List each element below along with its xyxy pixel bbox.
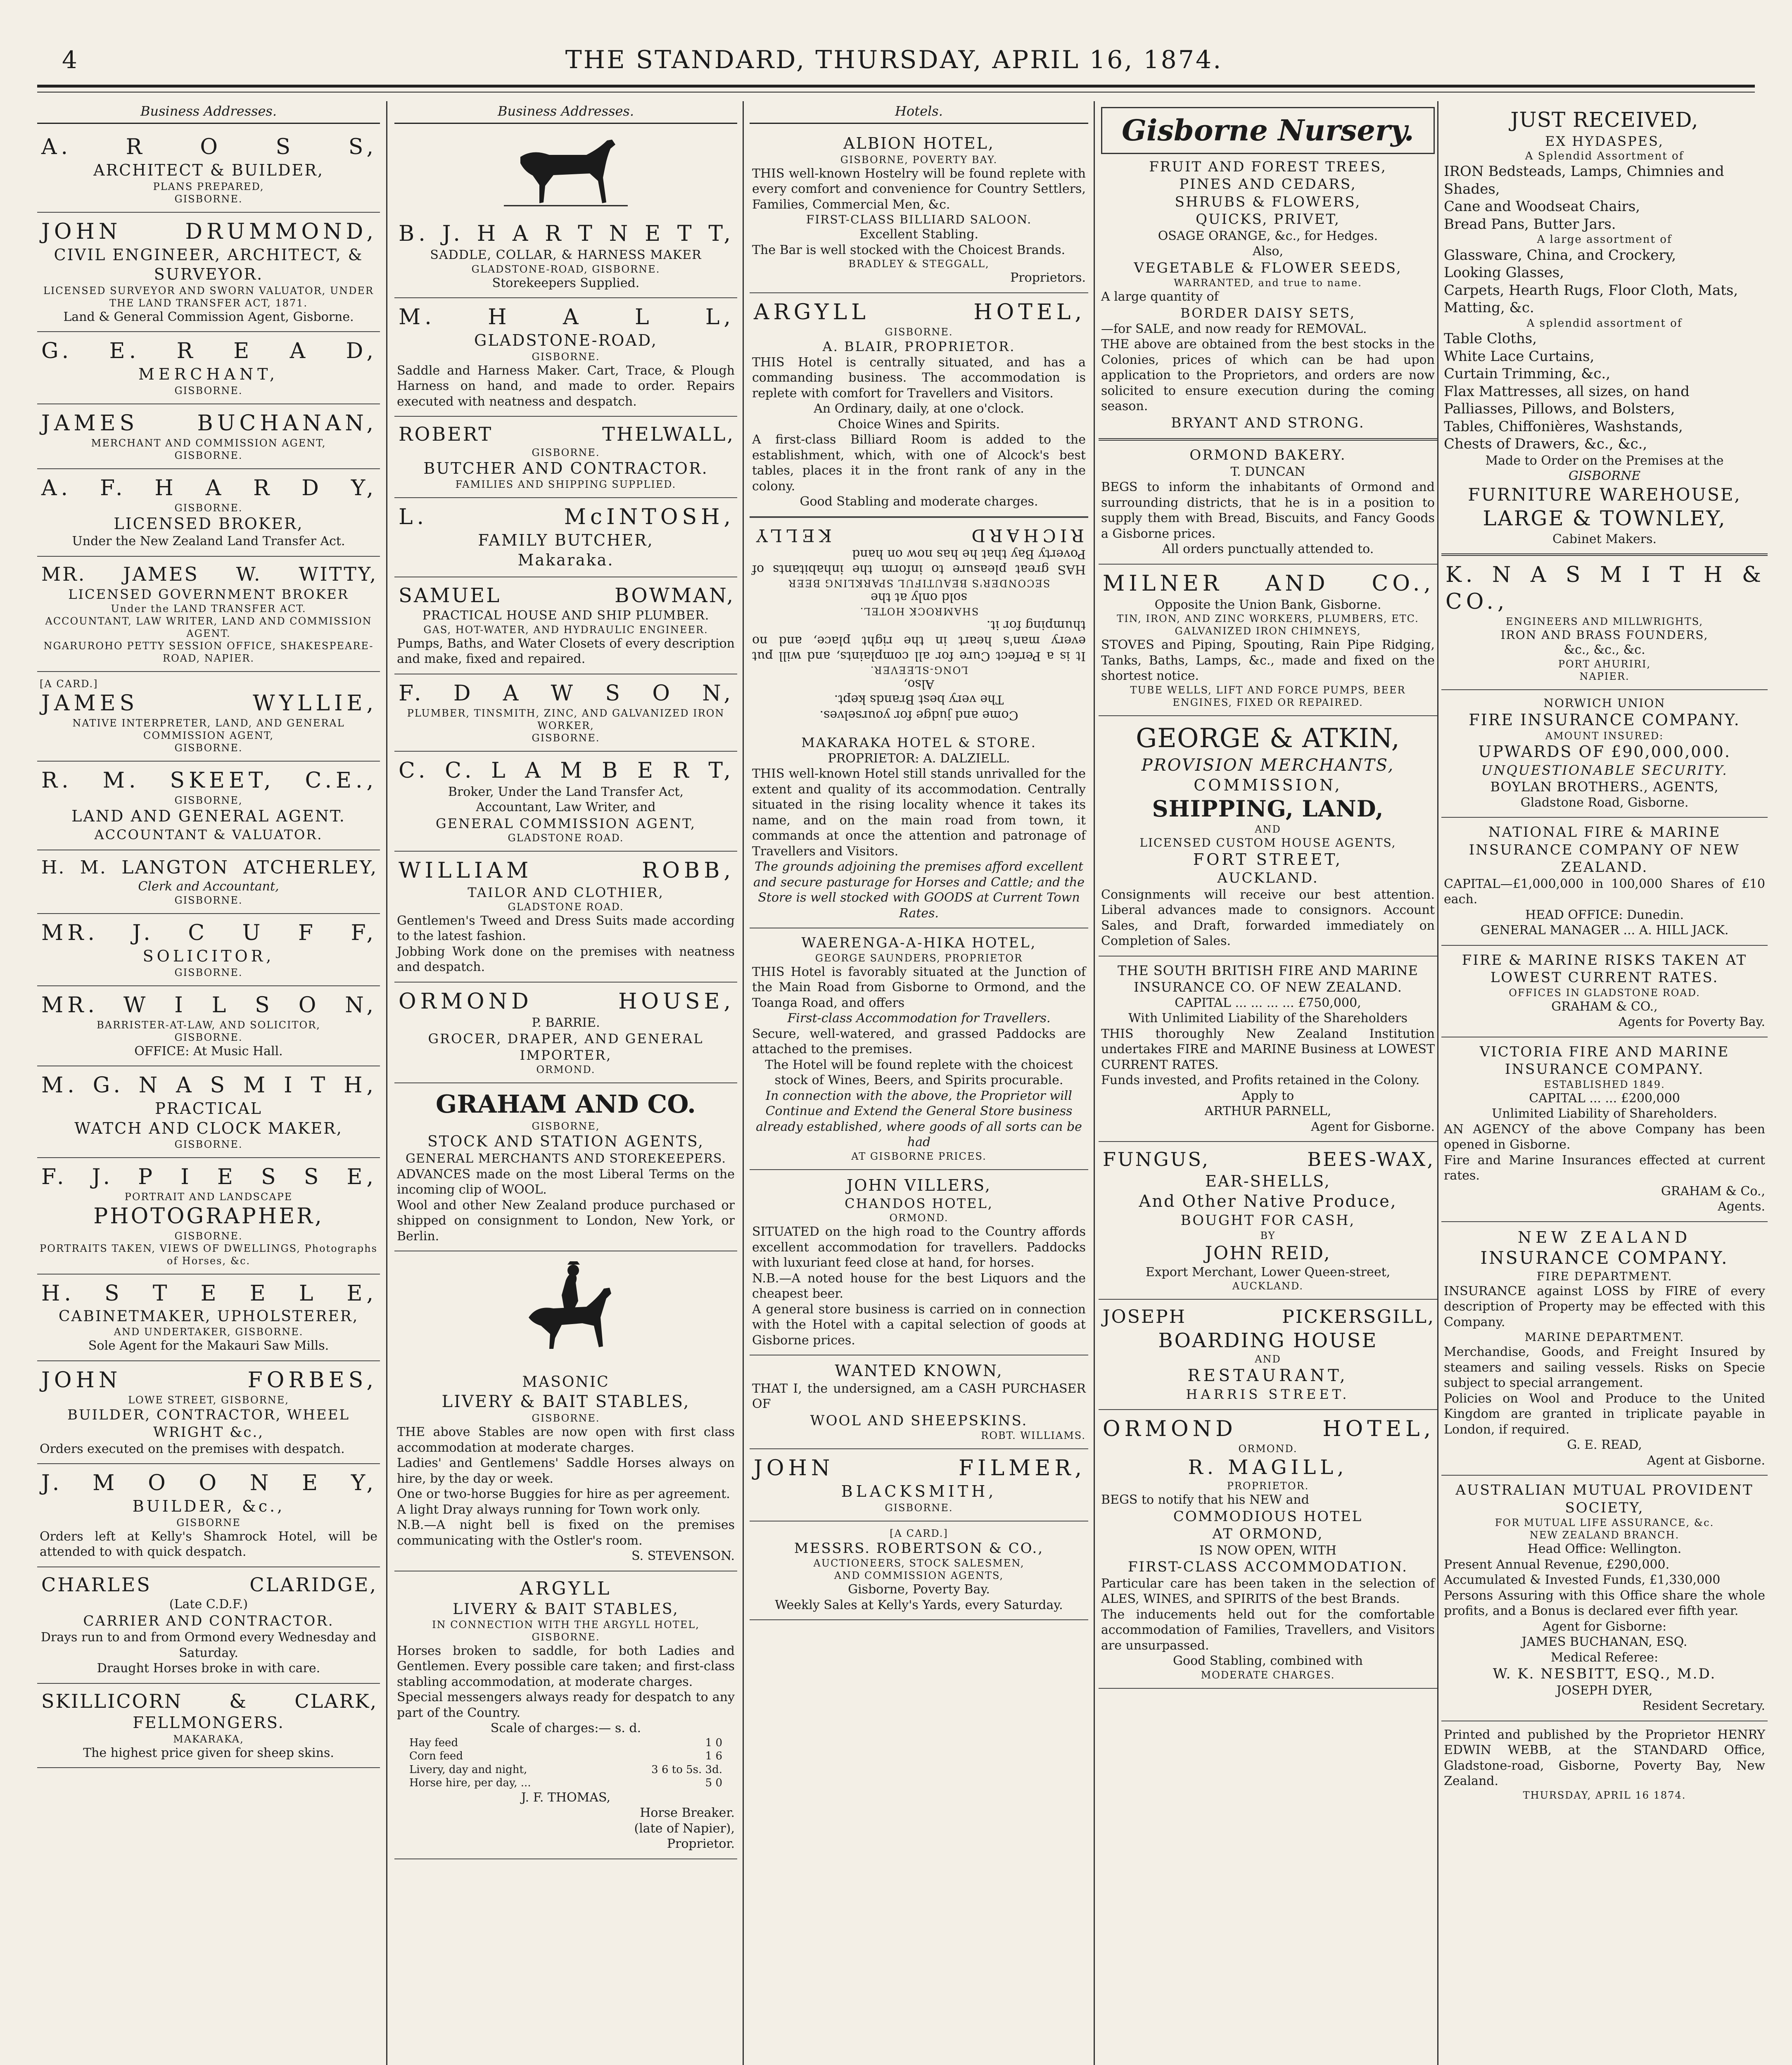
column-business-addresses-1 [37, 101, 380, 2065]
column-insurance [1441, 101, 1768, 2065]
scale-of-charges [397, 1736, 735, 1790]
ad-ormond-house: ORMOND HOUSE, P. BARRIE. GROCER, DRAPER, AND GENERAL IMPORTER, ORMOND. [394, 983, 737, 1084]
ad-masonic-stables: MASONIC LIVERY & BAIT STABLES, GISBORNE. THE above Stables are now open with first class accommodation at moderate charges. Ladies' and Gentlemens' Saddle Horses always on hire, by the day or week. One or two-horse Buggies for hire as per agreement. A light Dray always running for Town work only. N.B.—A night bell is fixed on the premises communicating with the Ostler's room. S. STEVENSON. [394, 1367, 737, 1571]
column-divider [1094, 101, 1095, 2065]
section-heading: Business Addresses. [37, 101, 380, 124]
ad-pickersgill: JOSEPH PICKERSGILL, BOARDING HOUSE AND RESTAURANT, HARRIS STREET. [1099, 1300, 1437, 1410]
ad-george-atkin: GEORGE & ATKIN, PROVISION MERCHANTS, COMMISSION, SHIPPING, LAND, AND LICENSED CUSTOM HOUSE AGENTS, FORT STREET, AUCKLAND. Consignments will receive our best attention. Liberal advances made to consignors. Account Sales, and Draft, forwarded immediately on Completion of Sales. [1099, 716, 1437, 957]
page-number: 4 [62, 46, 79, 74]
horse-icon [394, 128, 737, 215]
ad-graham-and-co: GRAHAM AND CO. GISBORNE, STOCK AND STATION AGENTS, GENERAL MERCHANTS AND STOREKEEPERS. ADVANCES made on the most Liberal Terms on the incoming clip of WOOL. Wool and other New Zealand produce purchased or shipped on consignment to London, New York, or Berlin. [394, 1083, 737, 1251]
column-hotels [750, 101, 1088, 2065]
ad-fire-marine-risks: FIRE & MARINE RISKS TAKEN AT LOWEST CURRENT RATES. OFFICES IN GLADSTONE ROAD. GRAHAM & CO., Agents for Poverty Bay. [1441, 946, 1768, 1037]
charge-row: Livery, day and night, 3 6 to 5s. 3d. [409, 1763, 722, 1776]
section-heading: Business Addresses. [394, 101, 737, 124]
ad-shamrock-hotel-inverted: Come and judge for yourselves. The very best Brands kept. Also, LONG-SLEEVER. It is a Perfect Cure for all complaints, and will put every man's heart in the right place, and no thumping for it. SHAMROCK HOTEL. sold only at the SECONDER'S BEAUTIFUL SPARKLING BEER HAS great pleasure to inform the inhabitants of Poverty Bay that he has now on hand RICHARD KELLY [750, 517, 1088, 729]
ad-nasmith-engineers: K. N A S M I T H & CO., ENGINEERS AND MILLWRIGHTS, IRON AND BRASS FOUNDERS, &c., &c., &c. PORT AHURIRI, NAPIER. [1441, 556, 1768, 690]
ad-makaraka-hotel: MAKARAKA HOTEL & STORE. PROPRIETOR: A. DALZIELL. THIS well-known Hotel still stands unrivalled for the extent and quality of its accommodation. Centrally situated in the rising locality whence it takes its name, and on the main road from town, it commands at once the attention and patronage of Travellers and Visitors. The grounds adjoining the premises afford excellent and secure pasturage for Horses and Cattle; and the Store is well stocked with GOODS at Current Town Rates. [750, 729, 1088, 929]
charge-row: Horse hire, per day, ... 5 0 [409, 1777, 722, 1789]
ad-forbes: JOHN FORBES, LOWE STREET, GISBORNE, BUILDER, CONTRACTOR, WHEEL WRIGHT &c., Orders executed on the premises with despatch. [37, 1361, 380, 1464]
ad-buchanan: JAMES BUCHANAN, MERCHANT AND COMMISSION AGENT, GISBORNE. [37, 404, 380, 469]
ad-hall: M. H A L L, GLADSTONE-ROAD, GISBORNE. Saddle and Harness Maker. Cart, Trace, & Plough Harness on hand, and made to order. Repairs executed with neatness and despatch. [394, 298, 737, 417]
charge-row: Hay feed 1 0 [409, 1736, 722, 1749]
ad-victoria-insurance: VICTORIA FIRE AND MARINE INSURANCE COMPANY. ESTABLISHED 1849. CAPITAL ... ... £200,000 Unlimited Liability of Shareholders. AN AGENCY of the above Company has been opened in Gisborne. Fire and Marine Insurances effected at current rates. GRAHAM & Co., Agents. [1441, 1037, 1768, 1222]
ad-wyllie: [A CARD.] JAMES WYLLIE, NATIVE INTERPRETER, LAND, AND GENERAL COMMISSION AGENT, GISBORNE. [37, 672, 380, 762]
ad-ormond-bakery: ORMOND BAKERY. T. DUNCAN BEGS to inform the inhabitants of Ormond and surrounding districts, that he is in a position to supply them with Bread, Biscuits, and Fancy Goods a Gisborne prices. All orders punctually attended to. [1099, 441, 1437, 565]
ad-albion-hotel: ALBION HOTEL, GISBORNE, POVERTY BAY. THIS well-known Hostelry will be found replete with every comfort and convenience for Country Settlers, Families, Commercial Men, &c. FIRST-CLASS BILLIARD SALOON. Excellent Stabling. The Bar is well stocked with the Choicest Brands. BRADLEY & STEGGALL, Proprietors. [750, 128, 1088, 293]
ad-witty: MR. JAMES W. WITTY, LICENSED GOVERNMENT BROKER Under the LAND TRANSFER ACT. ACCOUNTANT, LAW WRITER, LAND AND COMMISSION AGENT. NGARUROHO PETTY SESSION OFFICE, SHAKESPEARE-ROAD, NAPIER. [37, 557, 380, 672]
horse-rider-icon [394, 1251, 737, 1367]
ad-lambert: C. C. L A M B E R T, Broker, Under the Land Transfer Act, Accountant, Law Writer, and GENERAL COMMISSION AGENT, GLADSTONE ROAD. [394, 752, 737, 852]
ad-drummond: JOHN DRUMMOND, CIVIL ENGINEER, ARCHITECT, & SURVEYOR. LICENSED SURVEYOR AND SWORN VALUATOR, UNDER THE LAND TRANSFER ACT, 1871. Land & General Commission Agent, Gisborne. [37, 213, 380, 332]
ad-mcintosh: L. McINTOSH, FAMILY BUTCHER, Makaraka. [394, 498, 737, 577]
column-divider [1437, 101, 1438, 2065]
ad-cuff: MR. J. C U F F, SOLICITOR, GISBORNE. [37, 914, 380, 986]
column-divider [743, 101, 744, 2065]
ad-read: G. E. R E A D, MERCHANT, GISBORNE. [37, 332, 380, 404]
ad-new-zealand-insurance: NEW ZEALAND INSURANCE COMPANY. FIRE DEPARTMENT. INSURANCE against LOSS by FIRE of every description of Property may be effected with this Company. MARINE DEPARTMENT. Merchandise, Goods, and Freight Insured by steamers and sailing vessels. Risks on Specie subject to special arrangement. Policies on Wool and Produce to the United Kingdom are granted in triplicate payable in London, if required. G. E. READ, Agent at Gisborne. [1441, 1222, 1768, 1476]
ad-robb: WILLIAM ROBB, TAILOR AND CLOTHIER, GLADSTONE ROAD. Gentlemen's Tweed and Dress Suits made according to the latest fashion. Jobbing Work done on the premises with neatness and despatch. [394, 852, 737, 983]
charge-row: Corn feed 1 6 [409, 1750, 722, 1762]
ad-hartnett: B. J. H A R T N E T T, SADDLE, COLLAR, & HARNESS MAKER GLADSTONE-ROAD, GISBORNE. Storekeepers Supplied. [394, 215, 737, 298]
ad-amp-society: AUSTRALIAN MUTUAL PROVIDENT SOCIETY, FOR MUTUAL LIFE ASSURANCE, &c. NEW ZEALAND BRANCH. Head Office: Wellington. Present Annual Revenue, £290,000. Accumulated & Invested Funds, £1,330,000 Persons Assuring with this Office share the whole profits, and a Bonus is declared ever fifth year. Agent for Gisborne: JAMES BUCHANAN, ESQ. Medical Referee: W. K. NESBITT, ESQ., M.D. JOSEPH DYER, Resident Secretary. [1441, 1476, 1768, 1721]
imprint: Printed and published by the Proprietor HENRY EDWIN WEBB, at the STANDARD Office, Gladstone-road, Gisborne, Poverty Bay, New Zealand. THURSDAY, APRIL 16 1874. [1444, 1727, 1765, 1801]
ad-norwich-union: NORWICH UNION FIRE INSURANCE COMPANY. AMOUNT INSURED: UPWARDS OF £90,000,000. UNQUESTIONABLE SECURITY. BOYLAN BROTHERS., AGENTS, Gladstone Road, Gisborne. [1441, 690, 1768, 818]
column-merchants [1099, 101, 1437, 2065]
column-business-addresses-2 [394, 101, 737, 2065]
ad-thelwall: ROBERT THELWALL, GISBORNE. BUTCHER AND CONTRACTOR. FAMILIES AND SHIPPING SUPPLIED. [394, 417, 737, 498]
ad-atcherley: H. M. LANGTON ATCHERLEY, Clerk and Accountant, GISBORNE. [37, 850, 380, 914]
section-heading: Hotels. [750, 101, 1088, 124]
ad-dawson: F. D A W S O N, PLUMBER, TINSMITH, ZINC, AND GALVANIZED IRON WORKER, GISBORNE. [394, 674, 737, 752]
ad-steele: H. S T E E L E, CABINETMAKER, UPHOLSTERER, AND UNDERTAKER, GISBORNE. Sole Agent for the Makauri Saw Mills. [37, 1275, 380, 1361]
ad-hardy: A. F. H A R D Y, GISBORNE. LICENSED BROKER, Under the New Zealand Land Transfer Act. [37, 469, 380, 557]
ad-milner: MILNER AND CO., Opposite the Union Bank, Gisborne. TIN, IRON, AND ZINC WORKERS, PLUMBERS, ETC. GALVANIZED IRON CHIMNEYS, STOVES and Piping, Spouting, Rain Pipe Ridging, Tanks, Baths, Lamps, &c., made and fixed on the shortest notice. TUBE WELLS, LIFT AND FORCE PUMPS, BEER ENGINES, FIXED OR REPAIRED. [1099, 565, 1437, 716]
ad-national-fire-marine: NATIONAL FIRE & MARINE INSURANCE COMPANY OF NEW ZEALAND. CAPITAL—£1,000,000 in 100,000 Shares of £10 each. HEAD OFFICE: Dunedin. GENERAL MANAGER ... A. HILL JACK. [1441, 818, 1768, 946]
ad-ormond-hotel: ORMOND HOTEL, ORMOND. R. MAGILL, PROPRIETOR. BEGS to notify that his NEW and COMMODIOUS HOTEL AT ORMOND, IS NOW OPEN, WITH FIRST-CLASS ACCOMMODATION. Particular care has been taken in the selection of ALES, WINES, and SPIRITS of the best Brands. The inducements held out for the comfortable accommodation of Families, Travellers, and Visitors are unsurpassed. Good Stabling, combined with MODERATE CHARGES. [1099, 1410, 1437, 1689]
ad-filmer: JOHN FILMER, BLACKSMITH, GISBORNE. [750, 1449, 1088, 1521]
ad-south-british-insurance: THE SOUTH BRITISH FIRE AND MARINE INSURANCE CO. OF NEW ZEALAND. CAPITAL ... ... ... ... £750,000, With Unlimited Liability of the Shareholders THIS thoroughly New Zealand Institution undertakes FIRE and MARINE Business at LOWEST CURRENT RATES. Funds invested, and Profits retained in the Colony. Apply to ARTHUR PARNELL, Agent for Gisborne. [1099, 957, 1437, 1142]
masthead-rule [37, 85, 1755, 88]
masthead-rule-thin [37, 92, 1755, 93]
ad-chandos-hotel: JOHN VILLERS, CHANDOS HOTEL, ORMOND. SITUATED on the high road to the Country affords excellent accommodation for travellers. Paddocks with luxuriant feed close at hand, for horses. N.B.—A noted house for the best Liquors and the cheapest beer. A general store business is carried on in connection with the Hotel with a capital selection of goods at Gisborne prices. [750, 1170, 1088, 1356]
newspaper-title: THE STANDARD, THURSDAY, APRIL 16, 1874. [565, 45, 1223, 74]
ad-ross: A. R O S S, ARCHITECT & BUILDER, PLANS PREPARED, GISBORNE. [37, 128, 380, 213]
ad-mooney: J. M O O N E Y, BUILDER, &c., GISBORNE Orders left at Kelly's Shamrock Hotel, will be attended to with quick despatch. [37, 1464, 380, 1567]
ad-john-reid: FUNGUS, BEES-WAX, EAR-SHELLS, And Other Native Produce, BOUGHT FOR CASH, BY JOHN REID, Export Merchant, Lower Queen-street, AUCKLAND. [1099, 1142, 1437, 1300]
ad-wilson: MR. W I L S O N, BARRISTER-AT-LAW, AND SOLICITOR, GISBORNE. OFFICE: At Music Hall. [37, 986, 380, 1067]
ad-waerenga-hotel: WAERENGA-A-HIKA HOTEL, GEORGE SAUNDERS, PROPRIETOR THIS Hotel is favorably situated at the Junction of the Main Road from Gisborne to Ormond, and the Toanga Road, and offers First-class Accommodation for Travellers. Secure, well-watered, and grassed Paddocks are attached to the premises. The Hotel will be found replete with the choicest stock of Wines, Beers, and Spirits procurable. In connection with the above, the Proprietor will Continue and Extend the General Store business already established, where goods of all sorts can be had AT GISBORNE PRICES. [750, 928, 1088, 1170]
ad-skillicorn-clark: SKILLICORN & CLARK, FELLMONGERS. MAKARAKA, The highest price given for sheep skins. [37, 1684, 380, 1768]
ad-gisborne-nursery: Gisborne Nursery. FRUIT AND FOREST TREES, PINES AND CEDARS, SHRUBS & FLOWERS, QUICKS, PRIVET, OSAGE ORANGE, &c., for Hedges. Also, VEGETABLE & FLOWER SEEDS, WARRANTED, and true to name. A large quantity of BORDER DAISY SETS, —for SALE, and now ready for REMOVAL. THE above are obtained from the best stocks in the Colonies, prices of which can be had upon application to the Proprietors, and orders are now solicited to ensure execution during the coming season. BRYANT AND STRONG. [1099, 101, 1437, 441]
ad-claridge: CHARLES CLARIDGE, (Late C.D.F.) CARRIER AND CONTRACTOR. Drays run to and from Ormond every Wednesday and Saturday. Draught Horses broke in with care. [37, 1567, 380, 1684]
ad-piesse: F. J. P I E S S E, PORTRAIT AND LANDSCAPE PHOTOGRAPHER, GISBORNE. PORTRAITS TAKEN, VIEWS OF DWELLINGS, Photographs of Horses, &c. [37, 1158, 380, 1275]
ad-argyll-stables: ARGYLL LIVERY & BAIT STABLES, IN CONNECTION WITH THE ARGYLL HOTEL, GISBORNE. Horses broken to saddle, for both Ladies and Gentlemen. Every possible care taken; and first-class stabling accommodation, at moderate charges. Special messengers always ready for despatch to any part of the Country. Scale of charges:— s. d. Hay feed 1 0 Corn feed 1 6 Livery, day and night, 3 6 to 5s. 3d. Horse hire, per day, ... 5 0 J. F. THOMAS, Horse Breaker. (late of Napier), Proprietor. [394, 1571, 737, 1859]
column-divider [386, 101, 387, 2065]
ad-just-received: JUST RECEIVED, EX HYDASPES, A Splendid Assortment of IRON Bedsteads, Lamps, Chimnies and Shades, Cane and Woodseat Chairs, Bread Pans, Butter Jars. A large assortment of Glassware, China, and Crockery, Looking Glasses, Carpets, Hearth Rugs, Floor Cloth, Mats, Matting, &c. A splendid assortment of Table Cloths, White Lace Curtains, Curtain Trimming, &c., Flax Mattresses, all sizes, on hand Palliasses, Pillows, and Bolsters, Tables, Chiffonières, Washstands, Chests of Drawers, &c., &c., Made to Order on the Premises at the GISBORNE FURNITURE WAREHOUSE, LARGE & TOWNLEY, Cabinet Makers. [1441, 101, 1768, 556]
ad-bowman: SAMUEL BOWMAN, PRACTICAL HOUSE AND SHIP PLUMBER. GAS, HOT-WATER, AND HYDRAULIC ENGINEER. Pumps, Baths, and Water Closets of every description and make, fixed and repaired. [394, 577, 737, 674]
ad-wanted-known: WANTED KNOWN, THAT I, the undersigned, am a CASH PURCHASER OF WOOL AND SHEEPSKINS. ROBT. WILLIAMS. [750, 1355, 1088, 1449]
ad-argyll-hotel: ARGYLL HOTEL, GISBORNE. A. BLAIR, PROPRIETOR. THIS Hotel is centrally situated, and has a commanding business. The accommodation is replete with comfort for Travellers and Visitors. An Ordinary, daily, at one o'clock. Choice Wines and Spirits. A first-class Billiard Room is added to the establishment, which, with one of Alcock's best tables, places it in the front rank of any in the colony. Good Stabling and moderate charges. [750, 293, 1088, 517]
ad-skeet: R. M. SKEET, C.E., GISBORNE, LAND AND GENERAL AGENT. ACCOUNTANT & VALUATOR. [37, 762, 380, 850]
ad-robertson-co: [A CARD.] MESSRS. ROBERTSON & CO., AUCTIONEERS, STOCK SALESMEN, AND COMMISSION AGENTS, Gisborne, Poverty Bay. Weekly Sales at Kelly's Yards, every Saturday. [750, 1521, 1088, 1621]
ad-nasmith-watchmaker: M. G. N A S M I T H, PRACTICAL WATCH AND CLOCK MAKER, GISBORNE. [37, 1066, 380, 1158]
masthead [45, 37, 1742, 83]
